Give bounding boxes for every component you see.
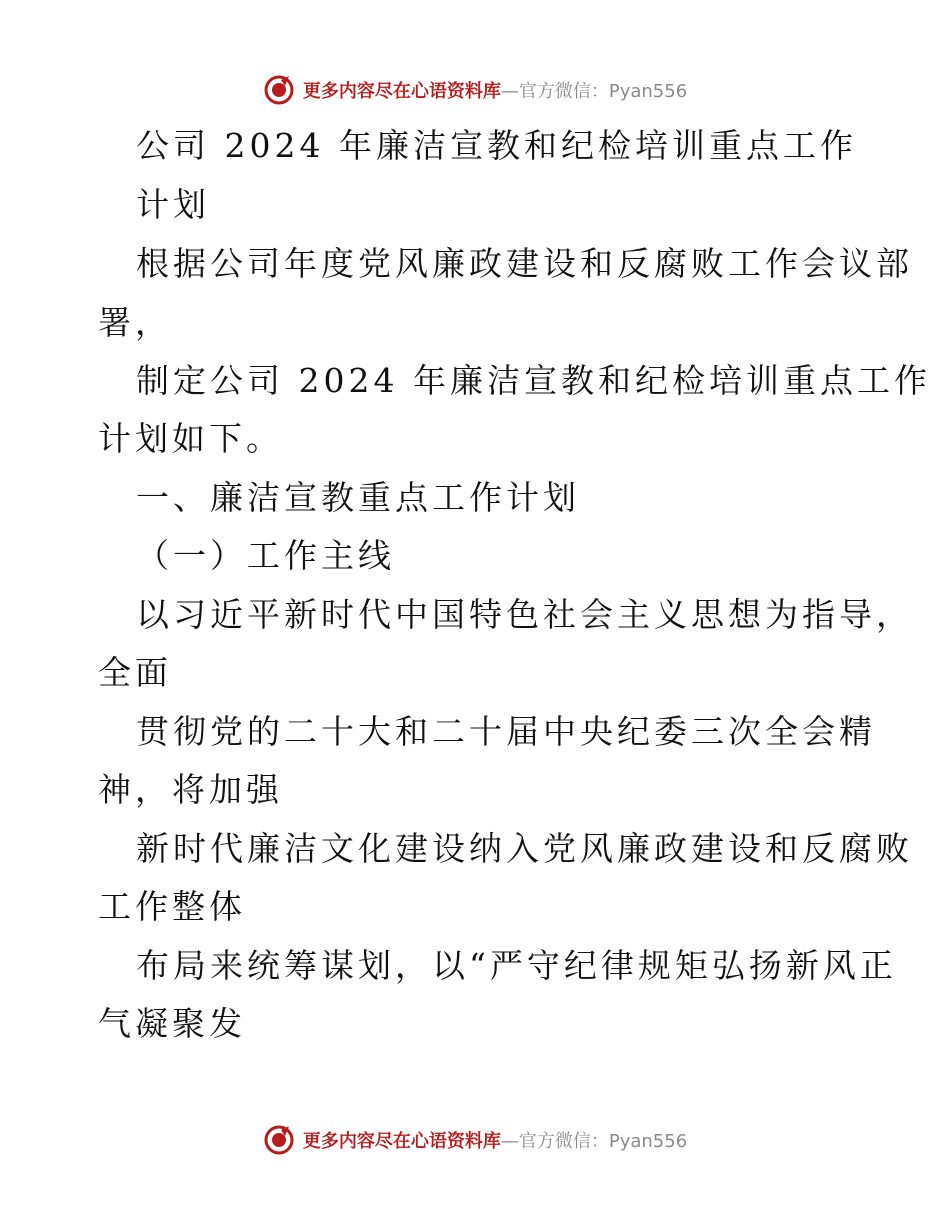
doc-title-line-2: 计划 (136, 185, 210, 224)
doc-paragraph-line: 布局来统筹谋划，以“严守纪律规矩弘扬新风正 (136, 946, 897, 985)
header-banner (0, 70, 950, 110)
doc-paragraph-line: 以习近平新时代中国特色社会主义思想为指导， (136, 595, 913, 634)
footer-banner-text: 更多内容尽在心语资料库—官方微信：Pyan556 (302, 1131, 688, 1152)
doc-paragraph-line: 制定公司 2024 年廉洁宣教和纪检培训重点工作 (136, 361, 931, 400)
doc-paragraph-line: 工作整体 (98, 887, 246, 926)
header-banner-text: 更多内容尽在心语资料库—官方微信：Pyan556 (302, 81, 688, 102)
doc-title-line-1: 公司 2024 年廉洁宣教和纪检培训重点工作 (136, 126, 857, 165)
pen-logo-icon (263, 74, 295, 106)
doc-subsection-heading: （一）工作主线 (136, 536, 395, 575)
doc-paragraph-line: 新时代廉洁文化建设纳入党风廉政建设和反腐败 (136, 829, 913, 868)
doc-paragraph-line: 气凝聚发 (98, 1004, 246, 1043)
doc-section-heading: 一、廉洁宣教重点工作计划 (136, 478, 580, 517)
doc-paragraph-line: 全面 (98, 653, 172, 692)
doc-paragraph-line: 计划如下。 (98, 419, 283, 458)
doc-paragraph-line: 署， (98, 303, 172, 342)
doc-paragraph-line: 神，将加强 (98, 770, 283, 809)
footer-banner (0, 1120, 950, 1160)
doc-paragraph-line: 贯彻党的二十大和二十届中央纪委三次全会精 (136, 712, 876, 751)
pen-logo-icon (263, 1124, 295, 1156)
doc-paragraph-line: 根据公司年度党风廉政建设和反腐败工作会议部 (136, 244, 913, 283)
